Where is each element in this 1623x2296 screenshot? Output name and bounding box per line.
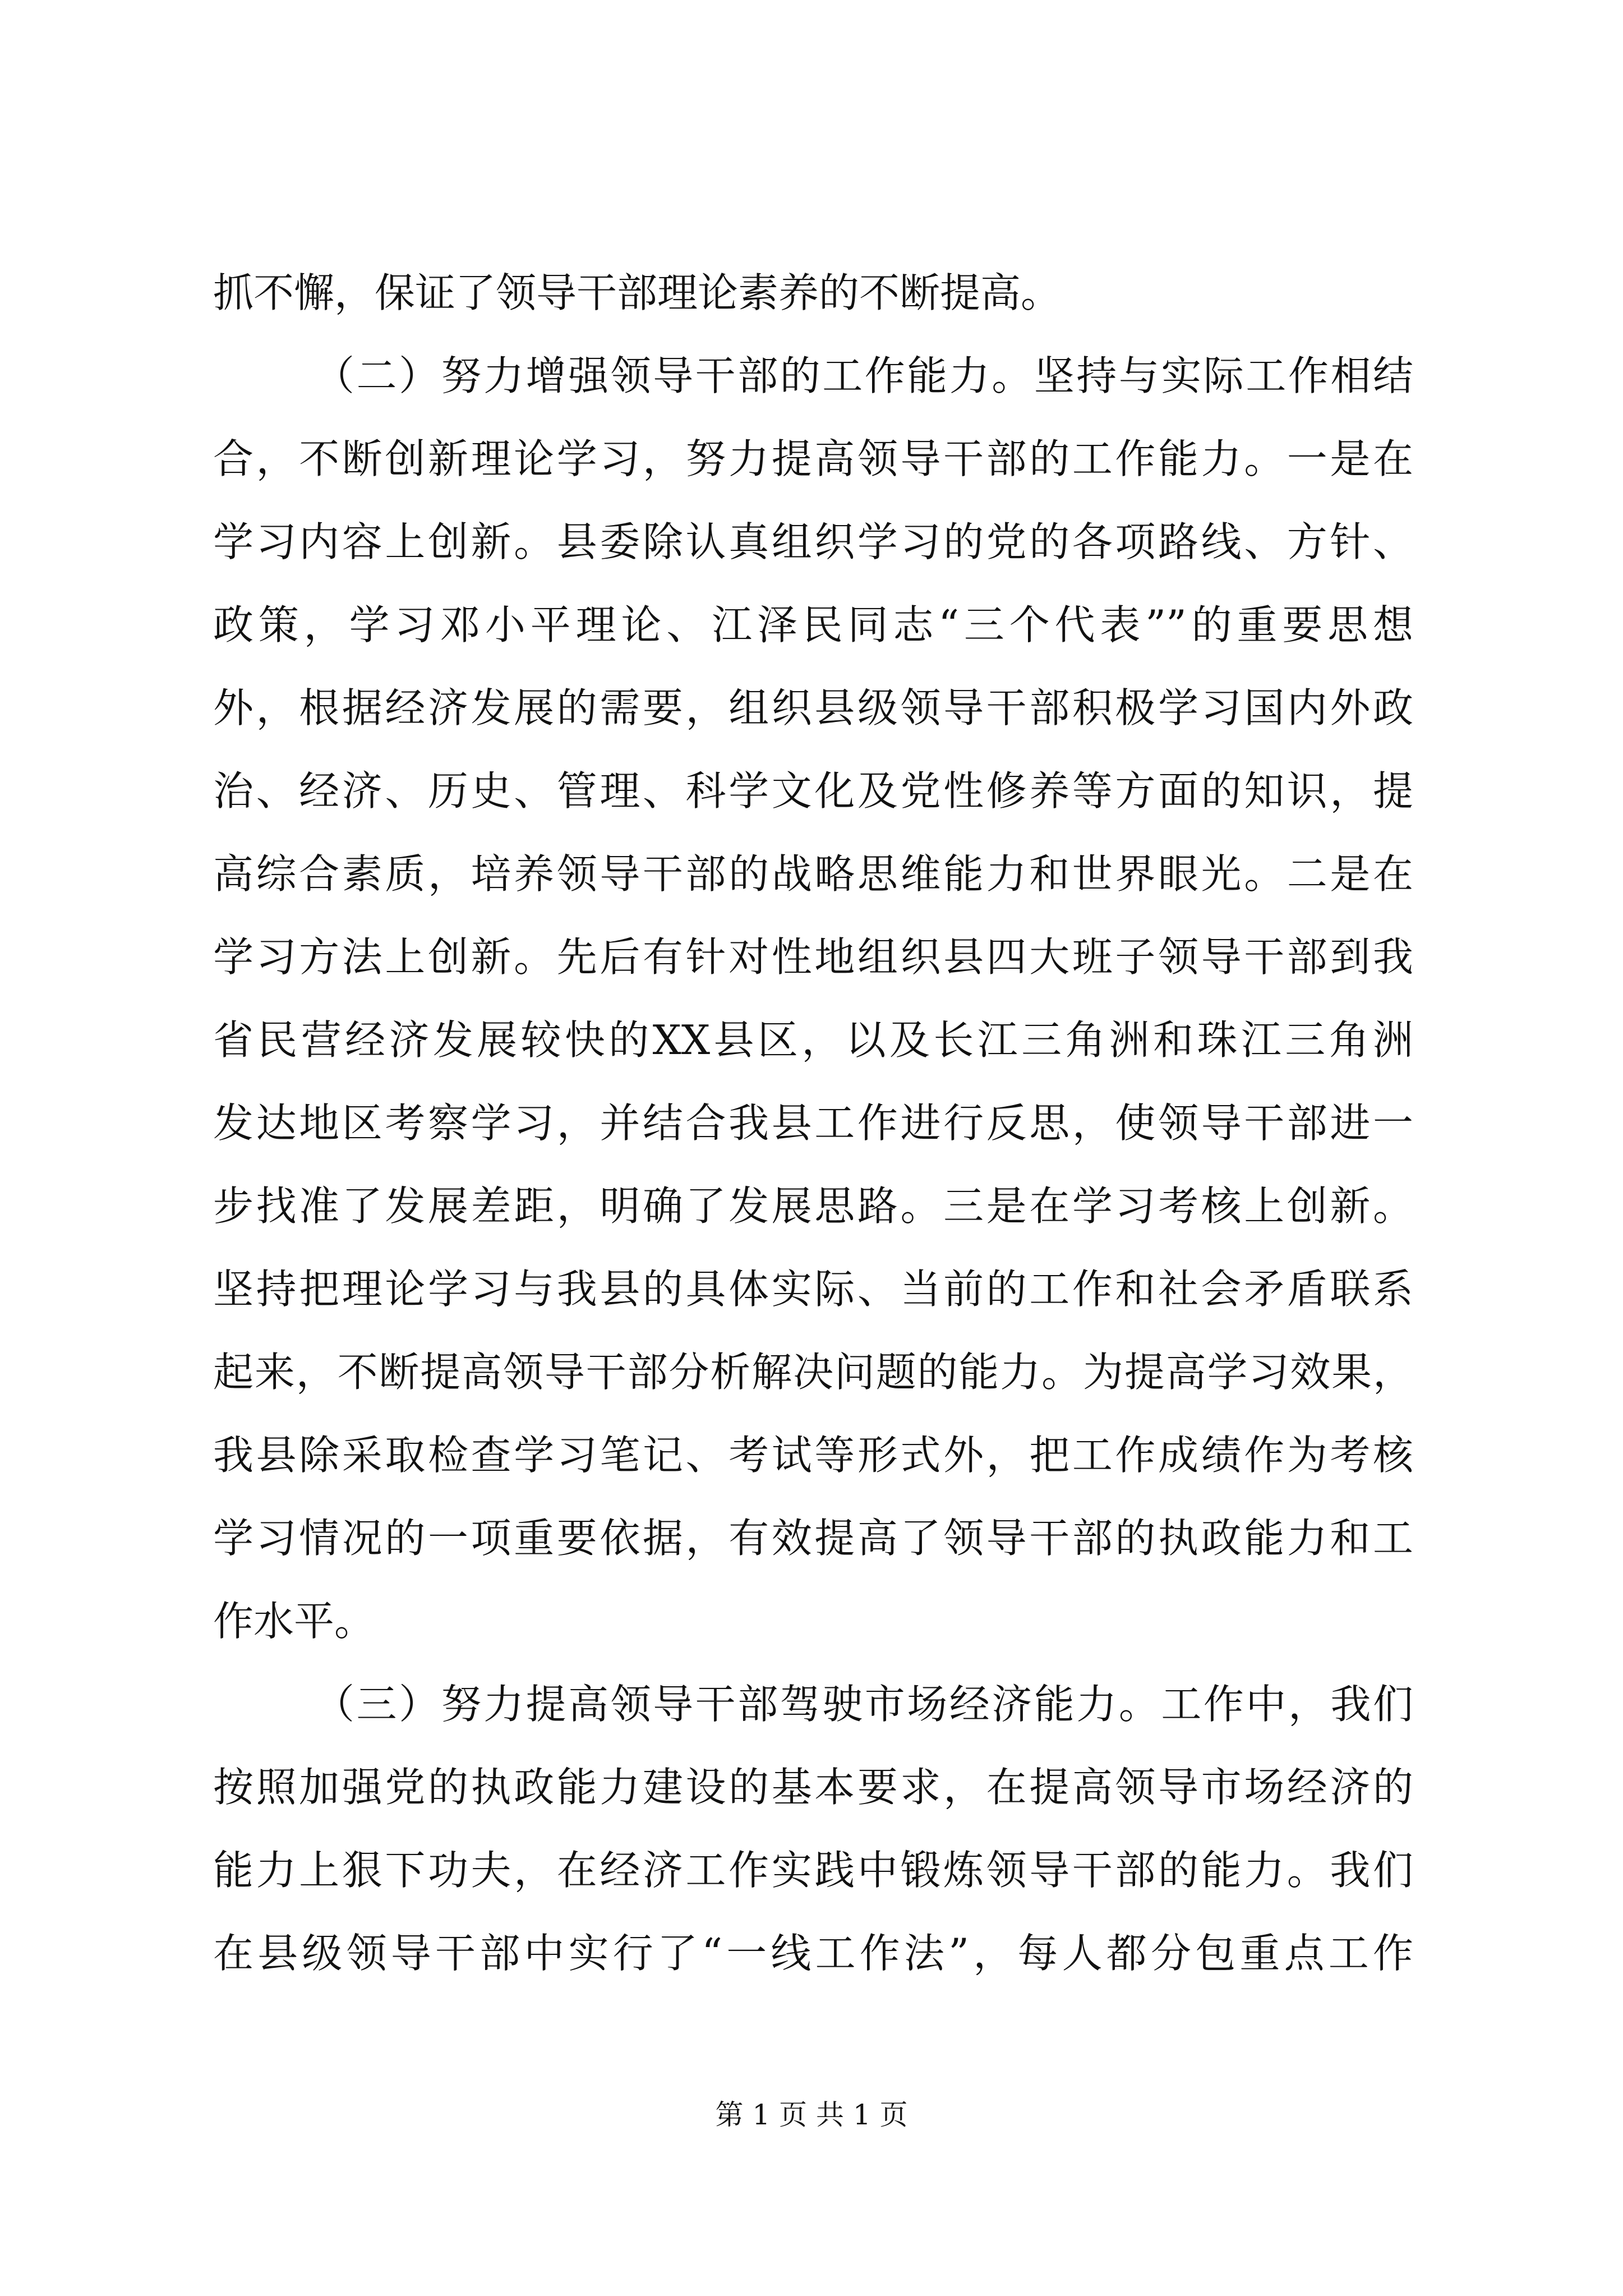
paragraph-line: 按照加强党的执政能力建设的基本要求，在提高领导市场经济的 <box>213 1764 1413 1811</box>
paragraph-line: 抓不懈，保证了领导干部理论素养的不断提高。 <box>213 269 1062 316</box>
paragraph-line: 治、经济、历史、管理、科学文化及党性修养等方面的知识，提 <box>213 767 1413 815</box>
page-number-footer: 第 1 页 共 1 页 <box>715 2099 908 2131</box>
paragraph-line: 政策，学习邓小平理论、江泽民同志“三个代表””的重要思想 <box>213 601 1413 648</box>
paragraph-line: 学习情况的一项重要依据，有效提高了领导干部的执政能力和工 <box>213 1515 1413 1562</box>
paragraph-line: 外，根据经济发展的需要，组织县级领导干部积极学习国内外政 <box>213 684 1413 731</box>
paragraph-line: 作水平。 <box>213 1598 375 1645</box>
paragraph-line: 起来，不断提高领导干部分析解决问题的能力。为提高学习效果， <box>213 1349 1413 1396</box>
paragraph-line: 能力上狠下功夫，在经济工作实践中锻炼领导干部的能力。我们 <box>213 1847 1413 1894</box>
paragraph-line: 步找准了发展差距，明确了发展思路。三是在学习考核上创新。 <box>213 1182 1413 1230</box>
paragraph-line: 坚持把理论学习与我县的具体实际、当前的工作和社会矛盾联系 <box>213 1266 1413 1313</box>
paragraph-line: 合，不断创新理论学习，努力提高领导干部的工作能力。一是在 <box>213 435 1413 482</box>
body-text <box>213 251 1413 1995</box>
paragraph-line: （二）努力增强领导干部的工作能力。坚持与实际工作相结 <box>314 352 1413 399</box>
paragraph-line: 高综合素质，培养领导干部的战略思维能力和世界眼光。二是在 <box>213 850 1413 898</box>
paragraph-line: 我县除采取检查学习笔记、考试等形式外，把工作成绩作为考核 <box>213 1432 1413 1479</box>
paragraph-line: 省民营经济发展较快的XX县区，以及长江三角洲和珠江三角洲 <box>213 1016 1413 1064</box>
paragraph-line: 发达地区考察学习，并结合我县工作进行反思，使领导干部进一 <box>213 1099 1413 1147</box>
paragraph-line: 在县级领导干部中实行了“一线工作法”，每人都分包重点工作 <box>213 1930 1413 1977</box>
paragraph-line: 学习内容上创新。县委除认真组织学习的党的各项路线、方针、 <box>213 518 1413 565</box>
paragraph-line: 学习方法上创新。先后有针对性地组织县四大班子领导干部到我 <box>213 933 1413 981</box>
paragraph-line: （三）努力提高领导干部驾驶市场经济能力。工作中，我们 <box>314 1681 1413 1728</box>
